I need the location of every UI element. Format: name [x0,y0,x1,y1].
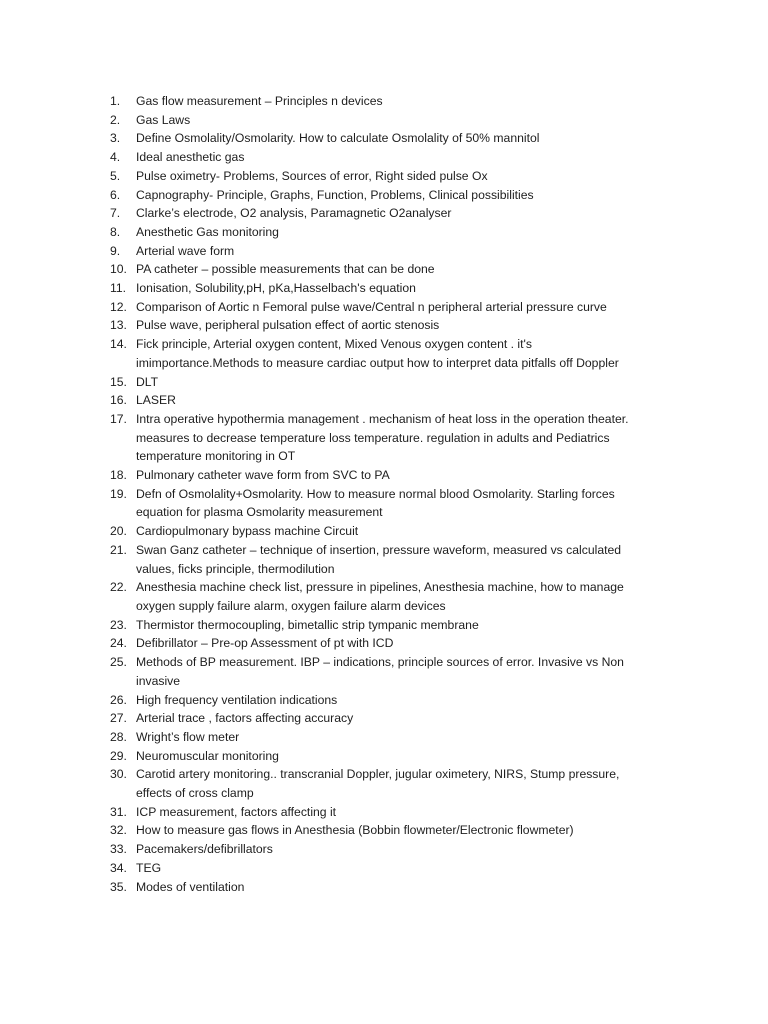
list-item-text: Gas Laws [136,112,191,127]
list-item-text: Defibrillator – Pre-op Assessment of pt with ICD [136,636,394,651]
list-item [110,821,680,840]
list-item-text: Methods of BP measurement. IBP – indications, principle sources of error. Invasive vs Non invasive [136,655,624,688]
list-item-number: 28. [110,729,127,744]
list-item-text: DLT [136,374,159,389]
list-item [110,260,680,279]
list-item-text: Ideal anesthetic gas [136,150,245,165]
list-item-text: Clarke’s electrode, O2 analysis, Paramagnetic O2analyser [136,206,452,221]
list-item-text: Define Osmolality/Osmolarity. How to calculate Osmolality of 50% mannitol [136,131,540,146]
list-item [110,878,680,897]
list-item-number: 13. [110,318,127,333]
list-item-number: 25. [110,655,127,670]
list-item [110,859,680,878]
list-item-text: Wright’s flow meter [136,729,240,744]
list-item-number: 21. [110,542,127,557]
list-item [110,391,680,410]
question-list [110,92,680,896]
list-item [110,111,680,130]
list-item [110,242,680,261]
list-item [110,204,680,223]
list-item-number: 15. [110,374,127,389]
list-item-number: 1. [110,94,121,108]
list-item-number: 19. [110,486,127,501]
list-item-text: Fick principle, Arterial oxygen content, Mixed Venous oxygen content . it's imimportance.Methods to measure cardiac output how to interpret data pitfalls off Doppler [136,337,619,370]
list-item [110,186,680,205]
list-item [110,709,680,728]
list-item-text: Capnography- Principle, Graphs, Function, Problems, Clinical possibilities [136,187,534,202]
list-item [110,279,680,298]
list-item [110,840,680,859]
list-item-number: 7. [110,206,121,221]
list-item [110,316,680,335]
list-item-text: How to measure gas flows in Anesthesia (Bobbin flowmeter/Electronic flowmeter) [136,823,574,838]
list-item-text: Arterial wave form [136,243,235,258]
list-item-text: Anesthetic Gas monitoring [136,224,279,239]
list-item-text: Cardiopulmonary bypass machine Circuit [136,524,359,539]
list-item-number: 10. [110,262,127,277]
list-item-number: 27. [110,711,127,726]
list-item-number: 24. [110,636,127,651]
list-item [110,616,680,635]
list-item-number: 9. [110,243,121,258]
list-item-number: 26. [110,692,127,707]
list-item-text: Defn of Osmolality+Osmolarity. How to measure normal blood Osmolarity. Starling forces equation for plasma Osmolarity measurement [136,486,615,520]
list-item [110,765,680,802]
list-item [110,466,680,485]
list-item-number: 18. [110,468,127,483]
list-item-number: 4. [110,150,121,165]
list-item [110,410,680,466]
list-item-number: 5. [110,168,121,183]
list-item-number: 11. [110,281,127,296]
list-item [110,691,680,710]
list-item-text: Pacemakers/defibrillators [136,842,273,857]
list-item-text: LASER [136,393,176,408]
list-item-text: Modes of ventilation [136,879,245,894]
list-item [110,167,680,186]
list-item-number: 14. [110,337,127,352]
list-item-text: Thermistor thermocoupling, bimetallic strip tympanic membrane [136,617,479,632]
list-item-number: 20. [110,524,127,539]
list-item-text: Pulse oximetry- Problems, Sources of error, Right sided pulse Ox [136,168,488,183]
list-item [110,522,680,541]
list-item [110,92,680,111]
list-item-number: 12. [110,299,127,314]
list-item [110,541,680,578]
list-item-number: 35. [110,879,127,894]
list-item [110,335,680,372]
list-item-text: High frequency ventilation indications [136,692,338,707]
list-item-number: 2. [110,112,121,127]
list-item-text: Intra operative hypothermia management . mechanism of heat loss in the operation theater. measures to decrease temperature loss temperature. regulation in adults and Pediatrics temperature monitoring in OT [136,411,629,464]
list-item-number: 33. [110,842,127,857]
list-item-text: Carotid artery monitoring.. transcranial Doppler, jugular oximetery, NIRS, Stump pressure, effects of cross clamp [136,767,620,801]
list-item [110,578,680,615]
list-item [110,747,680,766]
list-item [110,298,680,317]
list-item-text: Arterial trace , factors affecting accuracy [136,711,354,726]
list-item-text: TEG [136,860,162,875]
list-item [110,129,680,148]
list-item-text: Neuromuscular monitoring [136,748,279,763]
list-item-text: Anesthesia machine check list, pressure in pipelines, Anesthesia machine, how to manage oxygen supply failure alarm, oxygen failure alarm devices [136,580,624,613]
list-item-number: 17. [110,411,127,426]
list-item-number: 3. [110,131,121,146]
list-item [110,485,680,522]
list-item [110,728,680,747]
list-item [110,803,680,822]
list-item [110,653,680,690]
list-item-number: 31. [110,804,127,819]
list-item-number: 22. [110,580,127,595]
list-item-text: Swan Ganz catheter – technique of insertion, pressure waveform, measured vs calculated values, ficks principle, thermodilution [136,542,622,576]
list-item-text: ICP measurement, factors affecting it [136,804,337,819]
list-item-text: Comparison of Aortic n Femoral pulse wave/Central n peripheral arterial pressure curve [136,299,607,314]
list-item-number: 6. [110,187,121,202]
list-item-number: 16. [110,393,127,408]
list-item-number: 30. [110,767,127,782]
list-item [110,634,680,653]
list-item-number: 32. [110,823,127,838]
list-item-text: PA catheter – possible measurements that can be done [136,262,435,277]
list-item [110,373,680,392]
list-item-text: Gas flow measurement – Principles n devices [136,94,383,108]
list-item-number: 34. [110,860,127,875]
list-item-number: 23. [110,617,127,632]
list-item-number: 8. [110,224,121,239]
list-item-text: Pulse wave, peripheral pulsation effect of aortic stenosis [136,318,440,333]
list-item-text: Pulmonary catheter wave form from SVC to PA [136,468,390,483]
list-item-number: 29. [110,748,127,763]
list-item-text: Ionisation, Solubility,pH, pKa,Hasselbach's equation [136,281,416,296]
list-item [110,148,680,167]
list-item [110,223,680,242]
